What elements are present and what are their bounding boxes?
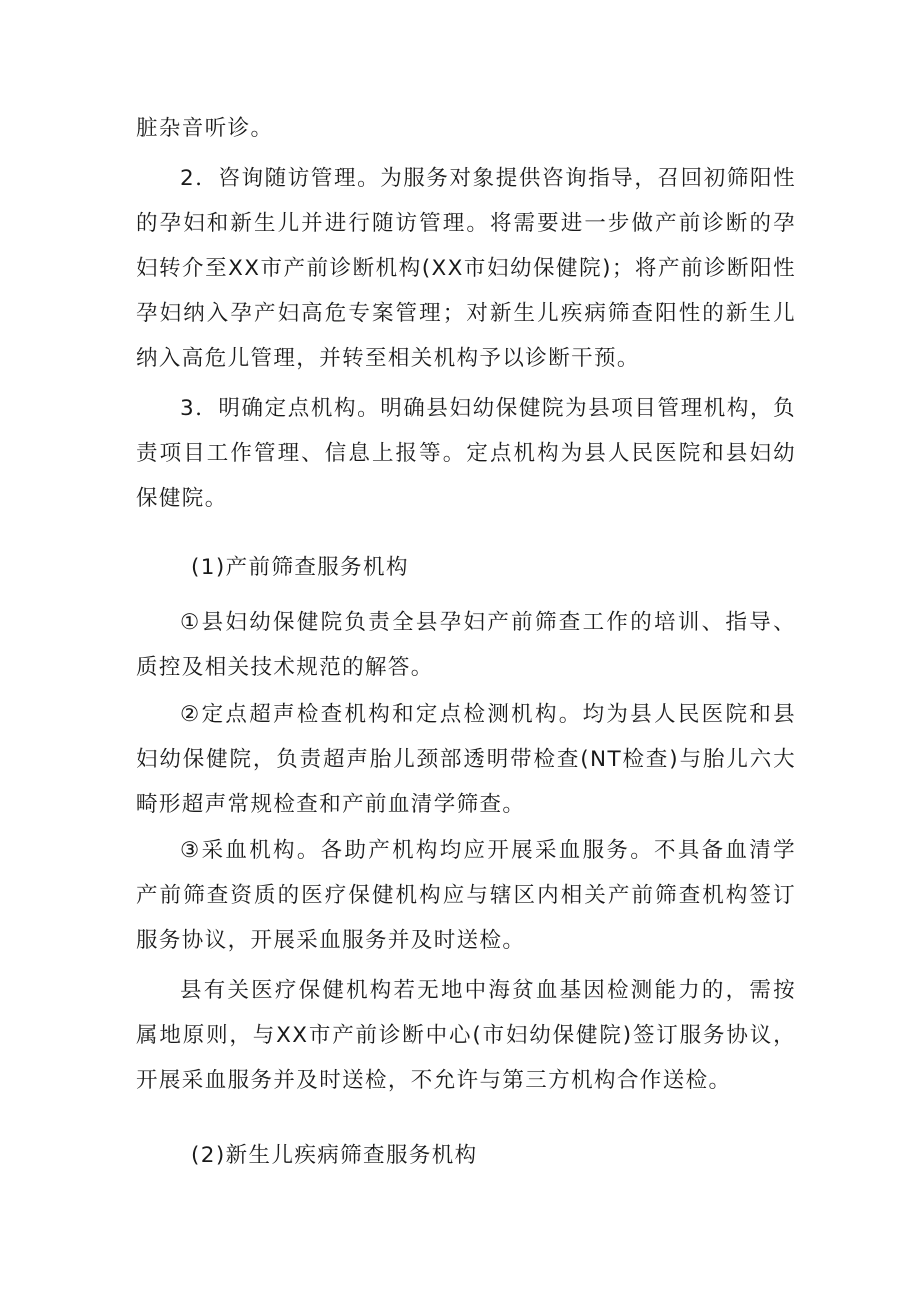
paragraph-item-2: ②定点超声检查机构和定点检测机构。均为县人民医院和县妇幼保健院，负责超声胎儿颈部透明带检查(NT检查)与胎儿六大畸形超声常规检查和产前血清学筛查。 (136, 702, 796, 817)
heading-prenatal-screening: (1)产前筛查服务机构 (191, 555, 409, 580)
heading-newborn-screening: (2)新生儿疾病筛查服务机构 (191, 1143, 478, 1168)
paragraph-continuation: 脏杂音听诊。 (136, 116, 274, 141)
paragraph-thalassemia: 县有关医疗保健机构若无地中海贫血基因检测能力的，需按属地原则，与XX市产前诊断中心(市妇幼保健院)签订服务协议，开展采血服务并及时送检，不允许与第三方机构合作送检。 (136, 978, 796, 1093)
paragraph-item-3: ③采血机构。各助产机构均应开展采血服务。不具备血清学产前筛查资质的医疗保健机构应与辖区内相关产前筛查机构签订服务协议，开展采血服务并及时送检。 (136, 838, 796, 953)
paragraph-consult-followup: 2．咨询随访管理。为服务对象提供咨询指导，召回初筛阳性的孕妇和新生儿并进行随访管理。将需要进一步做产前诊断的孕妇转介至XX市产前诊断机构(XX市妇幼保健院)；将产前诊断阳性孕妇纳入孕产妇高危专案管理；对新生儿疾病筛查阳性的新生儿纳入高危儿管理，并转至相关机构予以诊断干预。 (136, 166, 796, 371)
paragraph-designated-institutions: 3．明确定点机构。明确县妇幼保健院为县项目管理机构，负责项目工作管理、信息上报等。定点机构为县人民医院和县妇幼保健院。 (136, 396, 796, 511)
paragraph-item-1: ①县妇幼保健院负责全县孕妇产前筛查工作的培训、指导、质控及相关技术规范的解答。 (136, 610, 796, 680)
